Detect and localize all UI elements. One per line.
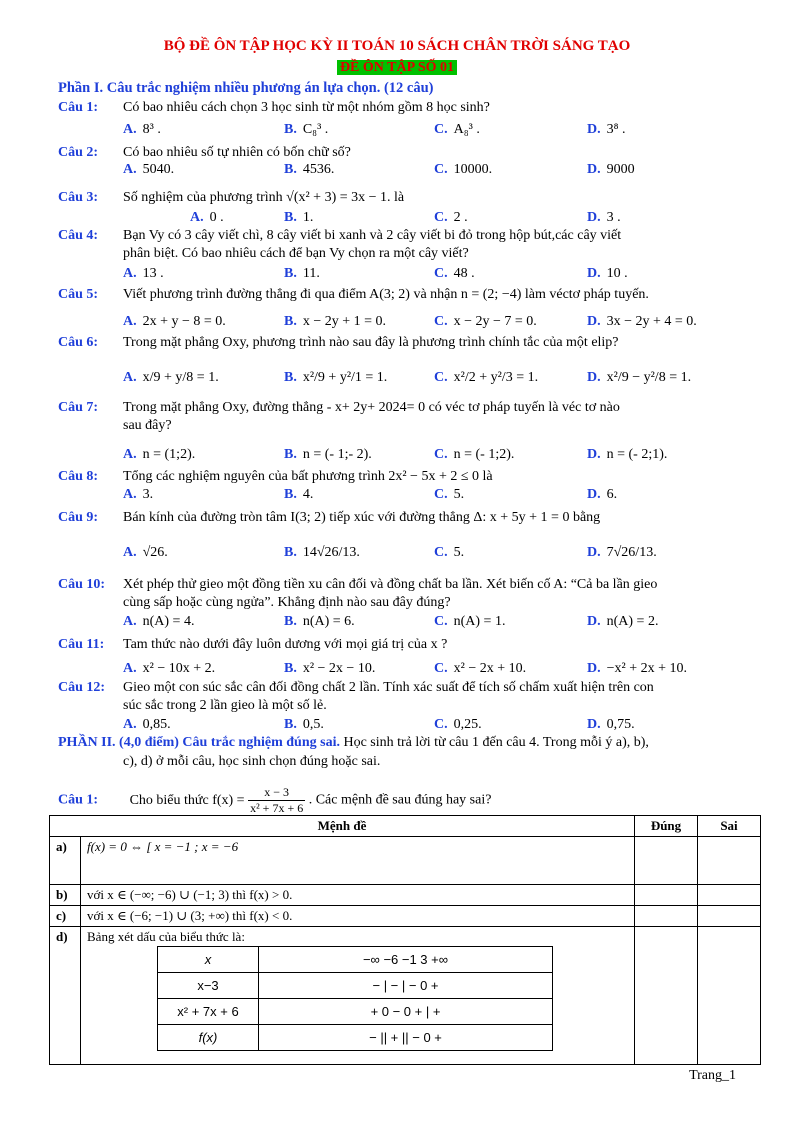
option-value: 8³ . (142, 122, 161, 137)
option-value: 10 . (606, 266, 628, 281)
answer-option[interactable] (434, 487, 464, 503)
option-value: x²/9 + y²/1 = 1. (302, 370, 388, 385)
option-value: n = (- 1;- 2). (302, 447, 372, 462)
question-text: Trong mặt phẳng Oxy, đường thẳng - x+ 2y+ 2024= 0 có véc tơ pháp tuyến là véc tơ nào (123, 400, 620, 415)
option-value: 0,75. (606, 717, 635, 732)
page-footer: Trang_1 (689, 1068, 736, 1083)
option-value: 6. (606, 487, 618, 502)
option-value: n(A) = 2. (606, 614, 659, 629)
header-false: Sai (698, 816, 761, 837)
option-letter: B. (284, 447, 297, 462)
exam-number (0, 60, 794, 76)
option-letter: D. (587, 210, 601, 225)
option-letter: D. (587, 122, 601, 137)
answer-option[interactable] (587, 661, 687, 677)
option-letter: A. (123, 122, 137, 137)
option-letter: D. (587, 162, 601, 177)
question-number: Câu 12: (58, 680, 106, 695)
question-text: Có bao nhiêu cách chọn 3 học sinh từ một nhóm gồm 8 học sinh? (123, 100, 490, 115)
answer-option[interactable] (284, 162, 334, 178)
answer-option[interactable] (284, 370, 387, 386)
sign-table (157, 946, 553, 1051)
true-cell[interactable] (635, 837, 698, 885)
option-value: 2 . (453, 210, 468, 225)
denominator: x² + 7x + 6 (250, 801, 304, 815)
option-letter: A. (123, 487, 137, 502)
option-letter: A. (123, 661, 137, 676)
answer-option[interactable] (434, 314, 537, 330)
question-number: Câu 5: (58, 287, 99, 302)
false-cell[interactable] (698, 906, 761, 927)
answer-option[interactable] (123, 122, 161, 138)
sign-row-label: x² + 7x + 6 (158, 999, 259, 1025)
sign-row-values: + 0 − 0 + | + (259, 999, 553, 1025)
option-letter: D. (587, 487, 601, 502)
answer-option[interactable] (284, 447, 372, 463)
statement-text: Bảng xét dấu của biểu thức là: (81, 927, 635, 1065)
option-value: 5040. (142, 162, 175, 177)
answer-option[interactable] (123, 447, 195, 463)
row-label: d) (50, 927, 81, 1065)
option-value: x² − 10x + 2. (142, 661, 216, 676)
numerator: x − 3 (248, 785, 305, 801)
option-value: n(A) = 1. (453, 614, 506, 629)
true-cell[interactable] (635, 927, 698, 1065)
answer-option[interactable] (434, 162, 492, 178)
option-letter: C. (434, 487, 448, 502)
answer-option[interactable] (587, 162, 635, 178)
answer-option[interactable] (587, 122, 626, 138)
answer-option[interactable] (123, 487, 153, 503)
option-letter: B. (284, 210, 297, 225)
part-2-question-1 (58, 785, 491, 816)
answer-option[interactable] (284, 661, 375, 677)
option-letter: C. (434, 266, 448, 281)
answer-option[interactable] (434, 614, 505, 630)
option-letter: B. (284, 122, 297, 137)
question-number: Câu 2: (58, 145, 99, 160)
answer-option[interactable] (123, 661, 215, 677)
option-letter: C. (434, 614, 448, 629)
option-letter: A. (123, 266, 137, 281)
question-number: Câu 9: (58, 510, 99, 525)
option-value: 0,25. (453, 717, 482, 732)
answer-option[interactable] (434, 266, 475, 282)
statement-text: với x ∈ (−∞; −6) ∪ (−1; 3) thì f(x) > 0. (81, 885, 635, 906)
option-value: A₈³ . (453, 122, 480, 137)
answer-option[interactable] (587, 314, 697, 330)
question-number: Câu 8: (58, 469, 99, 484)
document-title: BỘ ĐỀ ÔN TẬP HỌC KỲ II TOÁN 10 SÁCH CHÂN TRỜI SÁNG TẠO (163, 38, 631, 54)
question-text: Tổng các nghiệm nguyên của bất phương trình 2x² − 5x + 2 ≤ 0 là (123, 469, 493, 484)
answer-option[interactable] (434, 661, 526, 677)
option-letter: C. (434, 210, 448, 225)
option-value: √26. (142, 545, 168, 560)
option-letter: D. (587, 266, 601, 281)
option-value: x − 2y + 1 = 0. (302, 314, 387, 329)
option-value: 5. (453, 487, 465, 502)
question-number: Câu 7: (58, 400, 99, 415)
option-value: 4536. (302, 162, 335, 177)
fraction (248, 785, 305, 816)
option-value: n = (- 1;2). (453, 447, 515, 462)
question-text: Có bao nhiêu số tự nhiên có bốn chữ số? (123, 145, 351, 160)
answer-option[interactable] (434, 210, 468, 226)
question-number: Câu 1: (58, 792, 99, 808)
option-letter: D. (587, 545, 601, 560)
option-value: 2x + y − 8 = 0. (142, 314, 226, 329)
answer-option[interactable] (284, 614, 355, 630)
answer-option[interactable] (434, 370, 538, 386)
question-number: Câu 3: (58, 190, 99, 205)
option-value: 3x − 2y + 4 = 0. (606, 314, 697, 329)
question-text: Viết phương trình đường thẳng đi qua điểm A(3; 2) và nhận n = (2; −4) làm véctơ pháp tuyến. (123, 287, 649, 302)
answer-option[interactable] (284, 545, 360, 561)
option-letter: B. (284, 717, 297, 732)
option-letter: A. (123, 370, 137, 385)
option-value: 9000 (606, 162, 635, 177)
answer-option[interactable] (587, 210, 621, 226)
sign-row-values: −∞ −6 −1 3 +∞ (259, 947, 553, 973)
option-letter: D. (587, 314, 601, 329)
answer-option[interactable] (587, 370, 691, 386)
option-letter: C. (434, 661, 448, 676)
answer-option[interactable] (434, 545, 464, 561)
option-value: 48 . (453, 266, 475, 281)
question-number: Câu 4: (58, 228, 99, 243)
question-text: Bạn Vy có 3 cây viết chì, 8 cây viết bi xanh và 2 cây viết bi đỏ trong hộp bút,các cây viết (123, 228, 622, 243)
option-value: 0 . (209, 210, 224, 225)
option-value: 13 . (142, 266, 164, 281)
option-letter: A. (123, 717, 137, 732)
option-letter: D. (587, 447, 601, 462)
option-value: 14√26/13. (302, 545, 360, 560)
answer-option[interactable] (434, 447, 514, 463)
option-letter: B. (284, 545, 297, 560)
option-letter: B. (284, 614, 297, 629)
option-letter: A. (123, 545, 137, 560)
option-letter: A. (123, 314, 137, 329)
question-text-line2: cùng sấp hoặc cùng ngửa”. Khẳng định nào sau đây đúng? (123, 595, 451, 610)
answer-option[interactable] (284, 314, 386, 330)
option-letter: A. (123, 162, 137, 177)
option-value: x/9 + y/8 = 1. (142, 370, 219, 385)
answer-option[interactable] (434, 717, 482, 733)
answer-option[interactable] (587, 614, 658, 630)
question-number: Câu 6: (58, 335, 99, 350)
answer-option[interactable] (123, 545, 168, 561)
sign-row-label: f(x) (158, 1025, 259, 1051)
option-letter: A. (123, 447, 137, 462)
sign-row-label: x−3 (158, 973, 259, 999)
option-value: 3⁸ . (606, 122, 626, 137)
option-letter: C. (434, 122, 448, 137)
option-letter: D. (587, 370, 601, 385)
answer-option[interactable] (123, 314, 226, 330)
row-label: c) (50, 906, 81, 927)
option-letter: C. (434, 447, 448, 462)
answer-option[interactable] (284, 717, 324, 733)
question-text: Tam thức nào dưới đây luôn dương với mọi giá trị của x ? (123, 637, 448, 652)
exam-number-label: ĐỀ ÔN TẬP SỐ 01 (337, 60, 457, 75)
option-letter: B. (284, 314, 297, 329)
option-value: 10000. (453, 162, 493, 177)
statement-text: với x ∈ (−6; −1) ∪ (3; +∞) thì f(x) < 0. (81, 906, 635, 927)
sign-row-values: − | − | − 0 + (259, 973, 553, 999)
option-value: x² − 2x + 10. (453, 661, 527, 676)
answer-option[interactable] (587, 266, 628, 282)
option-letter: A. (190, 210, 204, 225)
answer-option[interactable] (123, 370, 219, 386)
option-value: n = (1;2). (142, 447, 196, 462)
row-label: b) (50, 885, 81, 906)
answer-option[interactable] (284, 122, 328, 138)
part-2-heading (58, 735, 649, 751)
option-value: 3. (142, 487, 154, 502)
option-value: 4. (302, 487, 314, 502)
answer-option[interactable] (284, 210, 313, 226)
option-value: 0,5. (302, 717, 324, 732)
question-text-line2: súc sắc trong 2 lần gieo là một số lẻ. (123, 698, 327, 713)
option-letter: B. (284, 370, 297, 385)
option-letter: C. (434, 370, 448, 385)
option-value: 3 . (606, 210, 621, 225)
question-text: Trong mặt phẳng Oxy, phương trình nào sau đây là phương trình chính tắc của một elip? (123, 335, 619, 350)
option-letter: B. (284, 487, 297, 502)
part-1-heading: Phần I. Câu trắc nghiệm nhiều phương án lựa chọn. (12 câu) (58, 80, 434, 96)
option-letter: C. (434, 717, 448, 732)
option-value: 0,85. (142, 717, 171, 732)
option-value: x − 2y − 7 = 0. (453, 314, 537, 329)
answer-option[interactable] (434, 122, 480, 138)
answer-option[interactable] (123, 717, 171, 733)
option-letter: B. (284, 162, 297, 177)
false-cell[interactable] (698, 885, 761, 906)
question-text: Cho biểu thức f(x) = (129, 792, 245, 808)
header-true: Đúng (635, 816, 698, 837)
false-cell[interactable] (698, 837, 761, 885)
option-value: x² − 2x − 10. (302, 661, 376, 676)
row-label: a) (50, 837, 81, 885)
header-statement: Mệnh đề (50, 816, 635, 837)
question-number: Câu 10: (58, 577, 106, 592)
option-value: x²/9 − y²/8 = 1. (606, 370, 692, 385)
question-text-line2: phân biệt. Có bao nhiêu cách để bạn Vy chọn ra một cây viết? (123, 246, 469, 261)
option-letter: C. (434, 162, 448, 177)
question-text: Xét phép thử gieo một đồng tiền xu cân đối và đồng chất ba lần. Xét biến cố A: “Cả ba lần gieo (123, 577, 658, 592)
true-cell[interactable] (635, 885, 698, 906)
answer-option[interactable] (587, 447, 667, 463)
question-number: Câu 11: (58, 637, 105, 652)
option-value: n(A) = 6. (302, 614, 355, 629)
option-value: 7√26/13. (606, 545, 657, 560)
part-2-title: PHẦN II. (4,0 điểm) Câu trắc nghiệm đúng sai. (58, 735, 340, 750)
option-value: C₈³ . (302, 122, 329, 137)
question-text-end: . Các mệnh đề sau đúng hay sai? (308, 792, 492, 808)
option-value: n = (- 2;1). (606, 447, 668, 462)
option-value: n(A) = 4. (142, 614, 195, 629)
option-value: 11. (302, 266, 320, 281)
option-letter: D. (587, 661, 601, 676)
answer-option[interactable] (587, 487, 617, 503)
answer-option[interactable] (123, 162, 174, 178)
option-letter: D. (587, 614, 601, 629)
question-number: Câu 1: (58, 100, 99, 115)
option-letter: C. (434, 545, 448, 560)
part-2-instructions-line2: c), d) ở mỗi câu, học sinh chọn đúng hoặc sai. (123, 754, 381, 769)
answer-option[interactable] (123, 614, 194, 630)
answer-option[interactable] (123, 266, 164, 282)
question-text-line2: sau đây? (123, 418, 172, 433)
option-value: 1. (302, 210, 314, 225)
question-text: Gieo một con súc sắc cân đối đồng chất 2 lần. Tính xác suất để tích số chấm xuất hiện trên con (123, 680, 654, 695)
option-letter: D. (587, 717, 601, 732)
option-letter: A. (123, 614, 137, 629)
false-cell[interactable] (698, 927, 761, 1065)
answer-option[interactable] (587, 717, 635, 733)
question-text: Bán kính của đường tròn tâm I(3; 2) tiếp xúc với đường thẳng Δ: x + 5y + 1 = 0 bằng (123, 510, 601, 525)
question-text: Số nghiệm của phương trình √(x² + 3) = 3x − 1. là (123, 190, 405, 205)
answer-option[interactable] (190, 210, 224, 226)
sign-row-label: x (158, 947, 259, 973)
option-value: x²/2 + y²/3 = 1. (453, 370, 539, 385)
option-letter: B. (284, 266, 297, 281)
option-value: −x² + 2x + 10. (606, 661, 688, 676)
statement-text: f(x) = 0 ⇔ [ x = −1 ; x = −6 (81, 837, 635, 885)
part-2-instructions: Học sinh trả lời từ câu 1 đến câu 4. Trong mỗi ý a), b), (339, 735, 649, 750)
true-cell[interactable] (635, 906, 698, 927)
option-letter: B. (284, 661, 297, 676)
option-value: 5. (453, 545, 465, 560)
sign-row-values: − || + || − 0 + (259, 1025, 553, 1051)
answer-option[interactable] (284, 266, 320, 282)
answer-option[interactable] (587, 545, 657, 561)
answer-option[interactable] (284, 487, 313, 503)
option-letter: C. (434, 314, 448, 329)
